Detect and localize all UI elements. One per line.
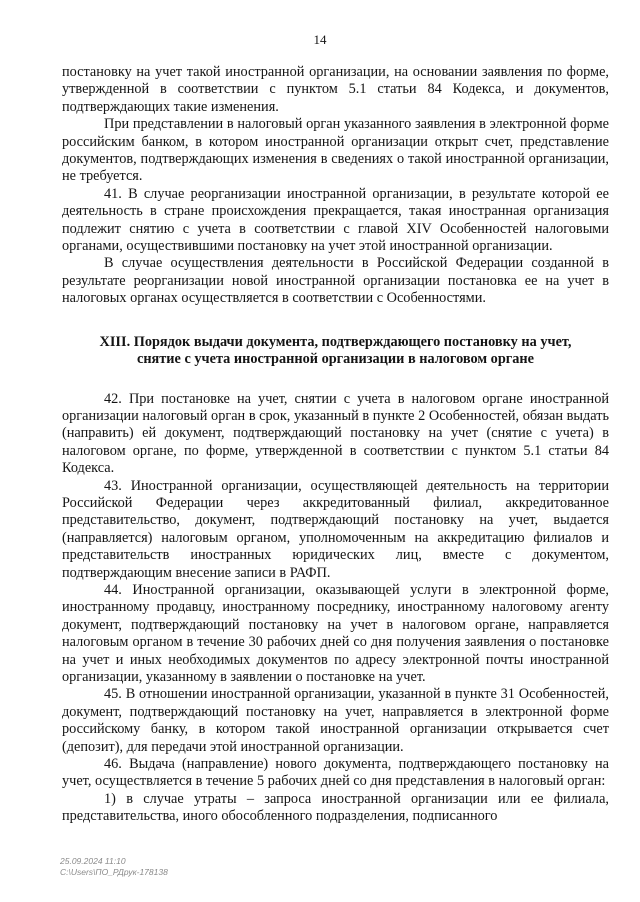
section-heading-line-2: снятие с учета иностранной организации в налоговом органе — [136, 351, 535, 368]
paragraph-43: 43. Иностранной организации, осуществляющей деятельность на территории Российской Федерации через аккредитованный филиал, аккредитованное представительство, документ, подтверждающий постановку на учет, выдается (направляется) налоговым органом, уполномоченным на аккредитацию филиалов и представительств иностранных юридических лиц, вместе с документом, подтверждающим внесение записи в РАФП. — [62, 477, 609, 581]
footer-file-path: C:\Users\ПО_РДрук-178138 — [60, 867, 168, 877]
paragraph-continuation: постановку на учет такой иностранной организации, на основании заявления по форме, утвержденной в соответствии с пунктом 5.1 статьи 84 Кодекса, и документов, подтверждающих такие изменения. — [62, 64, 609, 115]
section-heading — [62, 334, 609, 369]
page-number: 14 — [313, 32, 327, 47]
section-heading-line-1: XIII. Порядок выдачи документа, подтверждающего постановку на учет, — [99, 333, 572, 350]
document-body — [62, 64, 609, 826]
paragraph-electronic-form: При представлении в налоговый орган указанного заявления в электронной форме российским банком, в котором иностранной организации открыт счет, представление документов, подтверждающих изменения в сведениях о такой иностранной организации, не требуется. — [62, 116, 609, 185]
paragraph-46-item-1: 1) в случае утраты – запроса иностранной организации или ее филиала, представительства, иного обособленного подразделения, подписанного — [62, 790, 609, 825]
paragraph-41: 41. В случае реорганизации иностранной организации, в результате которой ее деятельность в стране происхождения прекращается, такая иностранная организация подлежит снятию с учета в соответствии с главой XIV Особенностей налоговыми органами, осуществившими постановку на учет этой иностранной организации. — [62, 185, 609, 255]
footer-timestamp: 25.09.2024 11:10 — [60, 856, 126, 866]
paragraph-44: 44. Иностранной организации, оказывающей услуги в электронной форме, иностранному продавцу, иностранному посреднику, иностранному налоговому агенту документ, подтверждающий постановку на учет в налоговом органе, направляется налоговым органом в течение 30 рабочих дней со дня получения заявления о постановке на учет и иных необходимых документов по адресу электронной почты иностранной организации, указанному в заявлении о постановке на учет. — [62, 581, 609, 685]
paragraph-45: 45. В отношении иностранной организации, указанной в пункте 31 Особенностей, документ, подтверждающий постановку на учет, направляется в электронной форме российскому банку, в котором такой иностранной организации открывается счет (депозит), для передачи этой иностранной организации. — [62, 686, 609, 755]
paragraph-46: 46. Выдача (направление) нового документа, подтверждающего постановку на учет, осуществляется в течение 5 рабочих дней со дня представления в налоговый орган: — [62, 756, 609, 790]
paragraph-42: 42. При постановке на учет, снятии с учета в налоговом органе иностранной организации налоговый орган в срок, указанный в пункте 2 Особенностей, обязан выдать (направить) ей документ, подтверждающий постановку на учет (снятие с учета) в налоговом органе, по форме, утвержденной в соответствии с пунктом 5.1 статьи 84 Кодекса. — [62, 390, 609, 477]
paragraph-41-continued: В случае осуществления деятельности в Российской Федерации созданной в результате реорганизации новой иностранной организации постановка ее на учет в налоговых органах осуществляется в соответствии с Особенностями. — [62, 255, 609, 307]
footer-stamp — [60, 856, 168, 878]
